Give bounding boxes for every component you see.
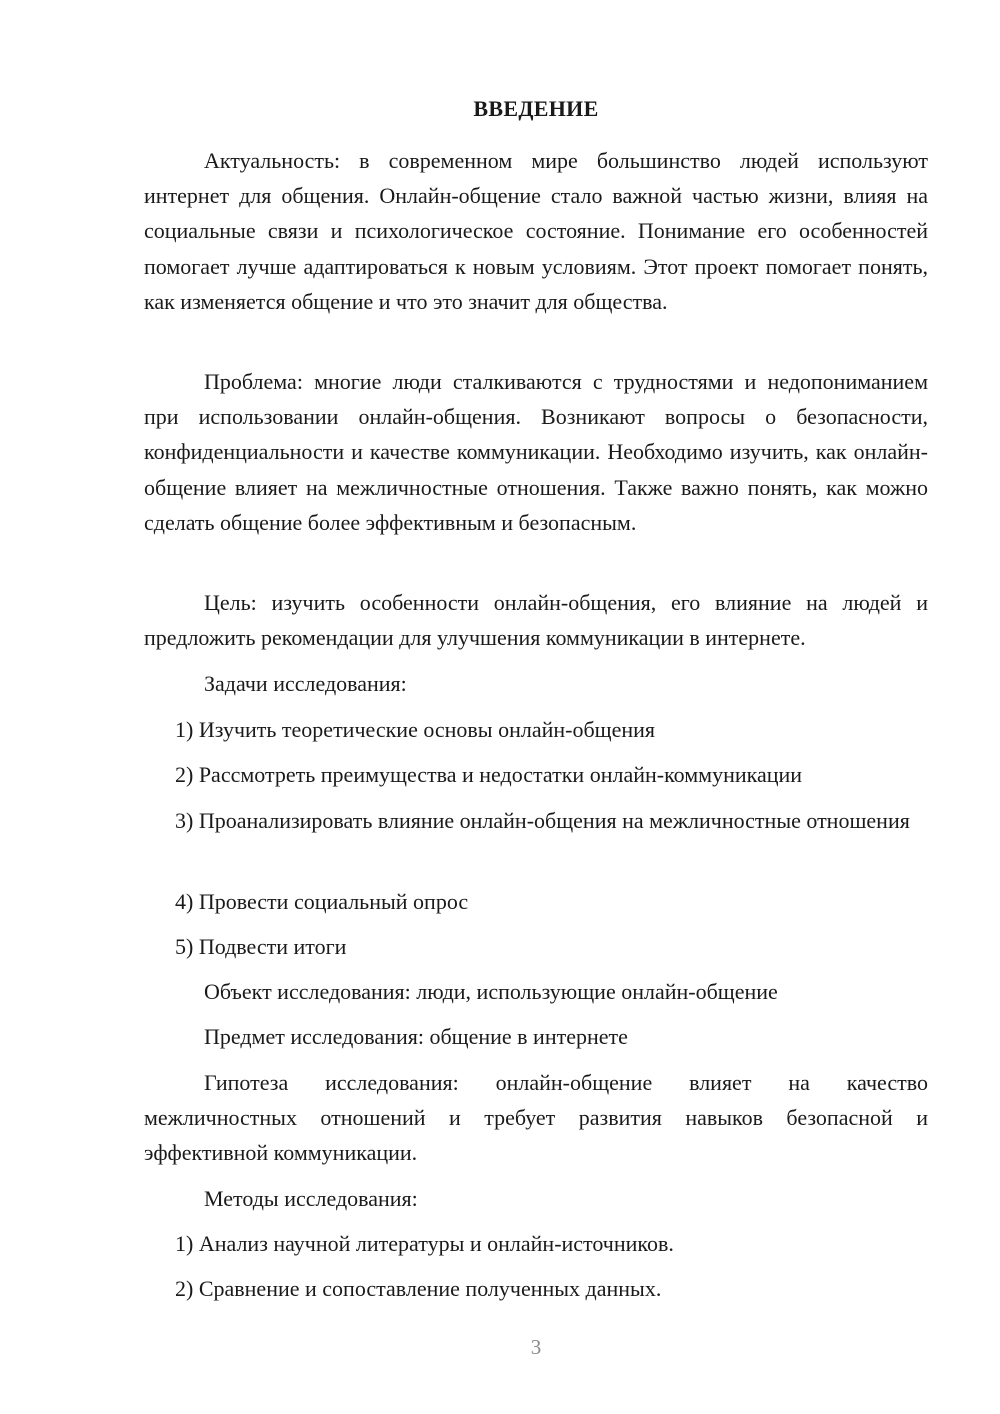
goal-paragraph: Цель: изучить особенности онлайн-общения, его влияние на людей и предложить рекомендации для улучшения коммуникации в интернете.: [144, 590, 928, 651]
methods-title: Методы исследования:: [204, 1186, 418, 1211]
hypothesis-paragraph: Гипотеза исследования: онлайн-общение влияет на качество межличностных отношений и требует развития навыков безопасной и эффективной коммуникации.: [144, 1070, 928, 1166]
subject-paragraph: Предмет исследования: общение в интернете: [204, 1024, 628, 1049]
task-item-3: 3) Проанализировать влияние онлайн-общения на межличностные отношения: [175, 808, 910, 833]
task-item-4: 4) Провести социальный опрос: [175, 889, 469, 914]
section-heading: ВВЕДЕНИЕ: [473, 96, 599, 121]
task-item-1: 1) Изучить теоретические основы онлайн-общения: [175, 717, 656, 742]
method-item-2: 2) Сравнение и сопоставление полученных данных.: [175, 1276, 662, 1301]
task-item-5: 5) Подвести итоги: [175, 934, 347, 959]
tasks-title: Задачи исследования:: [204, 671, 407, 696]
object-paragraph: Объект исследования: люди, использующие онлайн-общение: [204, 979, 778, 1004]
page-number: 3: [530, 1335, 542, 1359]
method-item-1: 1) Анализ научной литературы и онлайн-источников.: [175, 1231, 674, 1256]
relevance-paragraph: Актуальность: в современном мире большинство людей используют интернет для общения. Онлайн-общение стало важной частью жизни, влияя на социальные связи и психологическое состояние. Понимание его особенностей помогает лучше адаптироваться к новым условиям. Этот проект помогает понять, как изменяется общение и что это значит для общества.: [144, 148, 928, 314]
problem-paragraph: Проблема: многие люди сталкиваются с трудностями и недопониманием при использовании онлайн-общения. Возникают вопросы о безопасности, конфиденциальности и качестве коммуникации. Необходимо изучить, как онлайн-общение влияет на межличностные отношения. Также важно понять, как можно сделать общение более эффективным и безопасным.: [144, 369, 928, 535]
task-item-2: 2) Рассмотреть преимущества и недостатки онлайн-коммуникации: [175, 762, 803, 787]
